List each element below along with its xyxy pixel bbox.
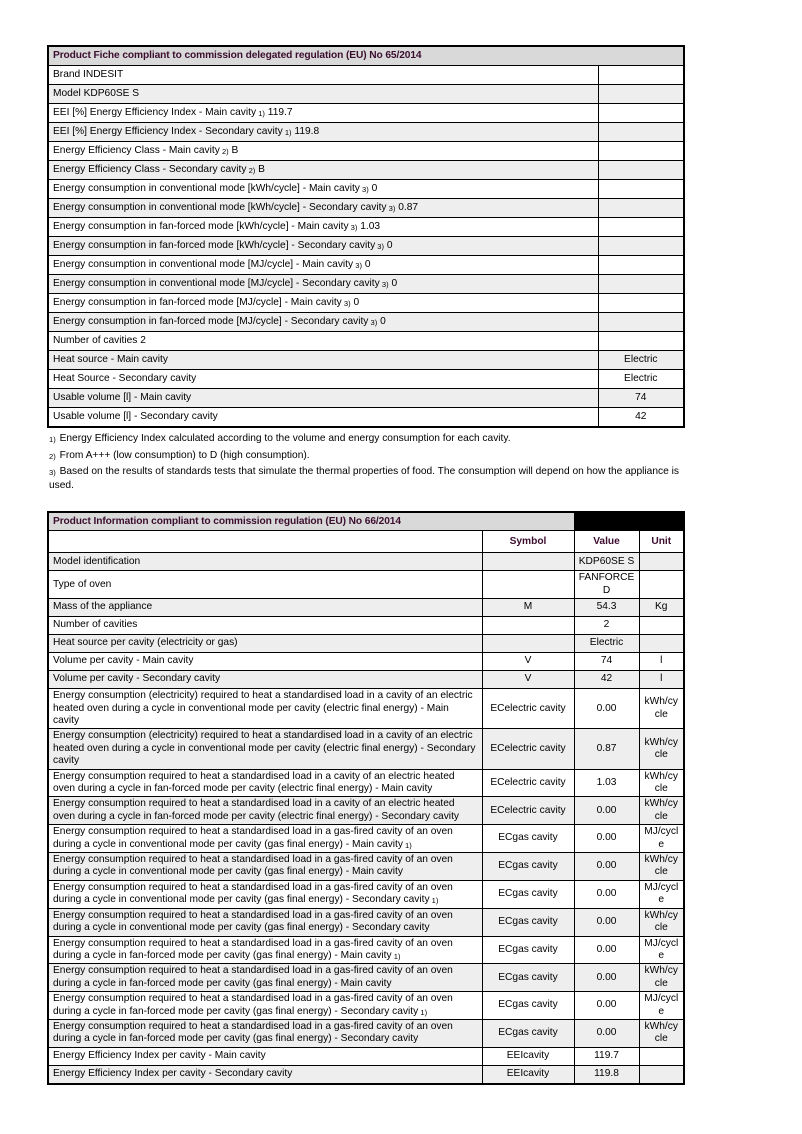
footnote-marker: 3) (348, 222, 358, 232)
info-row-label: Model identification (48, 553, 482, 571)
table-row (48, 351, 684, 370)
info-row-label: Energy Efficiency Index per cavity - Secondary cavity (48, 1065, 482, 1084)
footnote-marker: 1) (402, 840, 412, 850)
info-row-unit (639, 617, 684, 635)
table-row (48, 571, 684, 599)
info-row-value: 119.8 (574, 1065, 639, 1084)
info-row-unit: kWh/cycle (639, 769, 684, 797)
table-row (48, 599, 684, 617)
info-row-value: 0.00 (574, 797, 639, 825)
footnote-marker: 3) (379, 279, 389, 289)
fiche-row-value: Electric (598, 351, 684, 370)
product-information-table (47, 511, 685, 1084)
info-row-unit: Kg (639, 599, 684, 617)
info-row-label: Energy consumption required to heat a standardised load in a gas-fired cavity of an oven during a cycle in fan-forced mode per cavity (gas final energy) - Main cavity 1) (48, 936, 482, 964)
info-row-unit: kWh/cycle (639, 908, 684, 936)
info-row-label: Volume per cavity - Main cavity (48, 653, 482, 671)
fiche-row-label: Energy Efficiency Class - Secondary cavity 2) B (48, 161, 598, 180)
info-row-label: Volume per cavity - Secondary cavity (48, 671, 482, 689)
product-fiche-body (48, 46, 684, 66)
fiche-row-label: Energy consumption in conventional mode [kWh/cycle] - Secondary cavity 3) 0.87 (48, 199, 598, 218)
table-row (48, 1047, 684, 1065)
table-row (48, 797, 684, 825)
info-row-value: 0.00 (574, 908, 639, 936)
footnote-marker: 3) (368, 317, 378, 327)
info-row-value: 119.7 (574, 1047, 639, 1065)
column-header-value: Value (574, 531, 639, 553)
table-row (48, 853, 684, 881)
fiche-row-value (598, 85, 684, 104)
table-row (48, 256, 684, 275)
footnote-marker: 3) (359, 184, 369, 194)
info-row-value: FANFORCED (574, 571, 639, 599)
info-row-unit: kWh/cycle (639, 797, 684, 825)
footnote-text: Based on the results of standards tests that simulate the thermal properties of food. The consumption will depend on how the appliance is used. (49, 466, 679, 491)
info-row-unit (639, 1065, 684, 1084)
info-row-value: 54.3 (574, 599, 639, 617)
info-row-label: Energy consumption required to heat a standardised load in a gas-fired cavity of an oven during a cycle in fan-forced mode per cavity (gas final energy) - Secondary cavity 1) (48, 992, 482, 1020)
footnote (49, 465, 685, 492)
info-row-unit (639, 553, 684, 571)
info-row-symbol: M (482, 599, 574, 617)
title-black-block (574, 512, 684, 531)
footnote (49, 432, 685, 446)
table-row (48, 85, 684, 104)
fiche-row-label: Energy consumption in fan-forced mode [MJ/cycle] - Main cavity 3) 0 (48, 294, 598, 313)
table-row (48, 880, 684, 908)
product-fiche-title: Product Fiche compliant to commission delegated regulation (EU) No 65/2014 (48, 46, 684, 66)
info-row-label: Type of oven (48, 571, 482, 599)
column-header-description (48, 531, 482, 553)
info-row-unit: MJ/cycle (639, 992, 684, 1020)
info-row-unit (639, 571, 684, 599)
fiche-row-value (598, 161, 684, 180)
info-row-symbol: ECgas cavity (482, 1019, 574, 1047)
table-row (48, 964, 684, 992)
footnote (49, 449, 685, 463)
table-row (48, 142, 684, 161)
fiche-row-value: 74 (598, 389, 684, 408)
fiche-row-label: Number of cavities 2 (48, 332, 598, 351)
info-row-unit: MJ/cycle (639, 936, 684, 964)
info-row-symbol: ECelectric cavity (482, 769, 574, 797)
fiche-row-label: Heat source - Main cavity (48, 351, 598, 370)
info-row-symbol: ECgas cavity (482, 908, 574, 936)
info-row-unit (639, 635, 684, 653)
fiche-row-value (598, 180, 684, 199)
info-row-unit: kWh/cycle (639, 964, 684, 992)
product-fiche-rows (48, 66, 684, 428)
table-row (48, 66, 684, 85)
table-row (48, 370, 684, 389)
table-row (48, 769, 684, 797)
info-row-label: Energy consumption required to heat a standardised load in a gas-fired cavity of an oven during a cycle in conventional mode per cavity (gas final energy) - Secondary cavity 1) (48, 880, 482, 908)
info-row-label: Energy consumption required to heat a standardised load in a cavity of an electric heated oven during a cycle in fan-forced mode per cavity (electric final energy) - Secondary cavity (48, 797, 482, 825)
footnote-marker: 2) (219, 146, 229, 156)
table-row (48, 729, 684, 769)
fiche-row-value (598, 199, 684, 218)
info-row-label: Energy consumption required to heat a standardised load in a gas-fired cavity of an oven during a cycle in conventional mode per cavity (gas final energy) - Main cavity 1) (48, 825, 482, 853)
footnote-marker: 3) (49, 468, 56, 478)
info-row-unit: l (639, 671, 684, 689)
info-row-value: KDP60SE S (574, 553, 639, 571)
info-row-label: Energy consumption required to heat a standardised load in a gas-fired cavity of an oven during a cycle in conventional mode per cavity (gas final energy) - Secondary cavity (48, 908, 482, 936)
table-row (48, 218, 684, 237)
info-row-symbol (482, 553, 574, 571)
info-row-unit: kWh/cycle (639, 853, 684, 881)
section-gap (47, 495, 683, 511)
info-row-label: Number of cavities (48, 617, 482, 635)
table-row (48, 237, 684, 256)
fiche-row-value (598, 218, 684, 237)
info-row-value: 0.00 (574, 936, 639, 964)
footnote-marker: 1) (429, 896, 439, 906)
fiche-row-label: Energy consumption in fan-forced mode [kWh/cycle] - Main cavity 3) 1.03 (48, 218, 598, 237)
info-row-label: Energy Efficiency Index per cavity - Main cavity (48, 1047, 482, 1065)
fiche-row-label: Brand INDESIT (48, 66, 598, 85)
info-row-unit: kWh/cycle (639, 689, 684, 729)
table-row (48, 653, 684, 671)
table-row (48, 908, 684, 936)
table-row (48, 161, 684, 180)
info-row-symbol: EEIcavity (482, 1047, 574, 1065)
table-row (48, 389, 684, 408)
info-row-label: Energy consumption required to heat a standardised load in a gas-fired cavity of an oven during a cycle in conventional mode per cavity (gas final energy) - Main cavity (48, 853, 482, 881)
fiche-row-value: 42 (598, 408, 684, 428)
info-row-label: Energy consumption required to heat a standardised load in a gas-fired cavity of an oven during a cycle in fan-forced mode per cavity (gas final energy) - Main cavity (48, 964, 482, 992)
fiche-row-label: Energy consumption in fan-forced mode [MJ/cycle] - Secondary cavity 3) 0 (48, 313, 598, 332)
product-information-head (48, 512, 684, 553)
fiche-row-label: Energy consumption in fan-forced mode [kWh/cycle] - Secondary cavity 3) 0 (48, 237, 598, 256)
table-row (48, 992, 684, 1020)
info-row-symbol: ECgas cavity (482, 992, 574, 1020)
table-row (48, 617, 684, 635)
table-row (48, 553, 684, 571)
product-fiche-title-row (48, 46, 684, 66)
info-row-symbol: ECelectric cavity (482, 689, 574, 729)
info-row-symbol (482, 571, 574, 599)
table-row (48, 313, 684, 332)
info-row-value: 0.00 (574, 853, 639, 881)
table-row (48, 408, 684, 428)
table-row (48, 199, 684, 218)
footnote-marker: 3) (353, 260, 362, 270)
info-row-value: 0.00 (574, 964, 639, 992)
fiche-row-label: Model KDP60SE S (48, 85, 598, 104)
info-row-unit (639, 1047, 684, 1065)
table-row (48, 123, 684, 142)
info-row-label: Mass of the appliance (48, 599, 482, 617)
info-row-value: 1.03 (574, 769, 639, 797)
info-row-symbol: V (482, 671, 574, 689)
table-row (48, 180, 684, 199)
info-row-unit: kWh/cycle (639, 1019, 684, 1047)
footnote-text: Energy Efficiency Index calculated according to the volume and energy consumption for each cavity. (56, 433, 511, 444)
fiche-row-label: Energy consumption in conventional mode [MJ/cycle] - Main cavity 3) 0 (48, 256, 598, 275)
fiche-row-label: Usable volume [l] - Main cavity (48, 389, 598, 408)
footnote-text: From A+++ (low consumption) to D (high consumption). (56, 449, 310, 461)
info-row-label: Energy consumption required to heat a standardised load in a cavity of an electric heated oven during a cycle in fan-forced mode per cavity (electric final energy) - Main cavity (48, 769, 482, 797)
document-sheet (47, 45, 683, 1085)
product-information-title-row (48, 512, 684, 531)
fiche-row-value (598, 332, 684, 351)
footnote-marker: 1) (282, 127, 292, 137)
info-row-symbol: ECgas cavity (482, 853, 574, 881)
product-fiche-footnotes (49, 432, 685, 492)
table-row (48, 825, 684, 853)
info-row-unit: MJ/cycle (639, 880, 684, 908)
fiche-row-value (598, 66, 684, 85)
info-row-unit: MJ/cycle (639, 825, 684, 853)
info-row-value: 0.00 (574, 880, 639, 908)
fiche-row-label: Energy consumption in conventional mode [kWh/cycle] - Main cavity 3) 0 (48, 180, 598, 199)
fiche-row-label: EEI [%] Energy Efficiency Index - Secondary cavity 1) 119.8 (48, 123, 598, 142)
table-row (48, 332, 684, 351)
fiche-row-label: Energy consumption in conventional mode [MJ/cycle] - Secondary cavity 3) 0 (48, 275, 598, 294)
info-row-value: 0.00 (574, 1019, 639, 1047)
footnote-marker: 3) (375, 241, 385, 251)
table-row (48, 104, 684, 123)
footnote-marker: 1) (256, 108, 265, 118)
info-row-value: 0.00 (574, 689, 639, 729)
info-row-value: 0.00 (574, 992, 639, 1020)
column-header-symbol: Symbol (482, 531, 574, 553)
fiche-row-value: Electric (598, 370, 684, 389)
table-row (48, 936, 684, 964)
info-row-symbol: ECgas cavity (482, 880, 574, 908)
info-row-symbol: EEIcavity (482, 1065, 574, 1084)
product-information-title: Product Information compliant to commission regulation (EU) No 66/2014 (48, 512, 574, 531)
fiche-row-label: Energy Efficiency Class - Main cavity 2) B (48, 142, 598, 161)
info-row-symbol: ECgas cavity (482, 825, 574, 853)
info-row-value: 0.87 (574, 729, 639, 769)
fiche-row-value (598, 104, 684, 123)
footnote-marker: 3) (341, 298, 351, 308)
column-header-unit: Unit (639, 531, 684, 553)
product-information-column-headers (48, 531, 684, 553)
info-row-value: 42 (574, 671, 639, 689)
info-row-symbol: ECgas cavity (482, 964, 574, 992)
table-row (48, 1065, 684, 1084)
table-row (48, 635, 684, 653)
info-row-label: Energy consumption (electricity) required to heat a standardised load in a cavity of an electric heated oven during a cycle in conventional mode per cavity (electric final energy) - Main cavity (48, 689, 482, 729)
info-row-symbol: V (482, 653, 574, 671)
info-row-label: Heat source per cavity (electricity or gas) (48, 635, 482, 653)
fiche-row-value (598, 142, 684, 161)
info-row-unit: kWh/cycle (639, 729, 684, 769)
table-row (48, 1019, 684, 1047)
info-row-symbol: ECelectric cavity (482, 729, 574, 769)
footnote-marker: 3) (386, 203, 396, 213)
product-information-rows (48, 553, 684, 1084)
footnote-marker: 2) (246, 165, 256, 175)
footnote-marker: 2) (49, 451, 56, 461)
fiche-row-label: Heat Source - Secondary cavity (48, 370, 598, 389)
table-row (48, 671, 684, 689)
info-row-unit: l (639, 653, 684, 671)
footnote-marker: 1) (49, 435, 56, 444)
fiche-row-value (598, 256, 684, 275)
fiche-row-value (598, 294, 684, 313)
table-row (48, 275, 684, 294)
fiche-row-value (598, 237, 684, 256)
fiche-row-value (598, 313, 684, 332)
info-row-symbol (482, 617, 574, 635)
info-row-symbol: ECgas cavity (482, 936, 574, 964)
info-row-value: 0.00 (574, 825, 639, 853)
fiche-row-value (598, 275, 684, 294)
info-row-value: 74 (574, 653, 639, 671)
fiche-row-label: Usable volume [l] - Secondary cavity (48, 408, 598, 428)
info-row-label: Energy consumption (electricity) required to heat a standardised load in a cavity of an electric heated oven during a cycle in conventional mode per cavity (electric final energy) - Secondary cavity (48, 729, 482, 769)
footnote-marker: 1) (391, 951, 401, 961)
info-row-value: Electric (574, 635, 639, 653)
fiche-row-label: EEI [%] Energy Efficiency Index - Main cavity 1) 119.7 (48, 104, 598, 123)
fiche-row-value (598, 123, 684, 142)
product-fiche-table (47, 45, 685, 428)
table-row (48, 294, 684, 313)
footnote-marker: 1) (418, 1007, 428, 1017)
info-row-symbol (482, 635, 574, 653)
info-row-symbol: ECelectric cavity (482, 797, 574, 825)
info-row-label: Energy consumption required to heat a standardised load in a gas-fired cavity of an oven during a cycle in fan-forced mode per cavity (gas final energy) - Secondary cavity (48, 1019, 482, 1047)
table-row (48, 689, 684, 729)
info-row-value: 2 (574, 617, 639, 635)
